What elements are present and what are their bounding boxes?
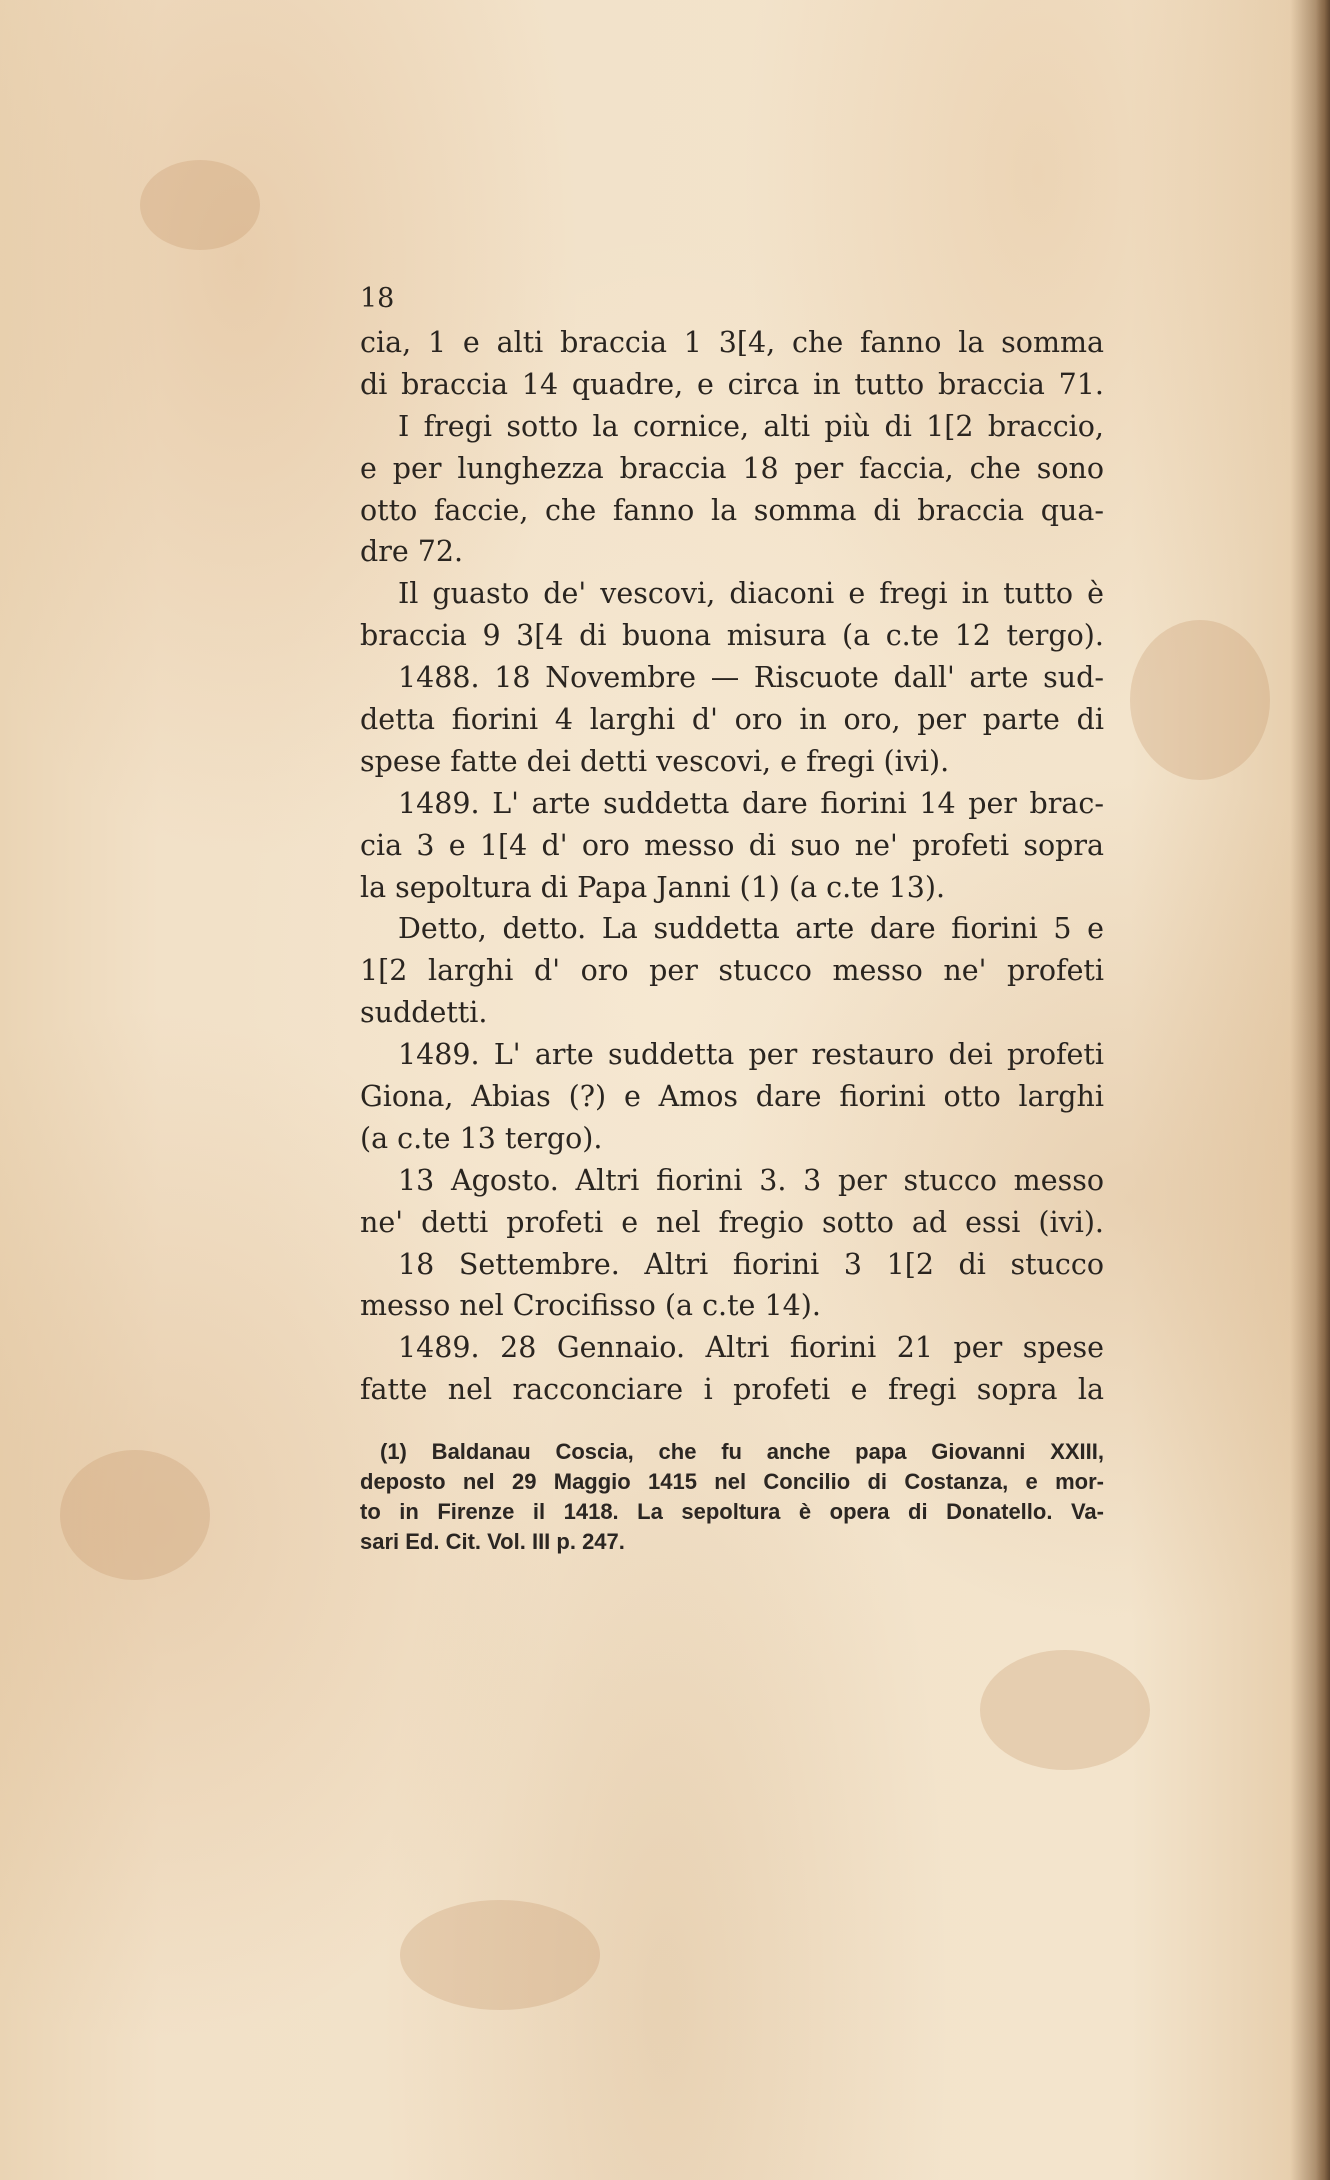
page-edge — [1316, 0, 1330, 2180]
body-line: fatte nel racconciare i profeti e fregi sopra la — [360, 1373, 1104, 1407]
body-line: ne' detti profeti e nel fregio sotto ad essi (ivi). — [360, 1205, 1104, 1239]
body-line: 1489. L' arte suddetta per restauro dei profeti — [398, 1038, 1104, 1072]
paper-stain — [60, 1450, 210, 1580]
body-line: 1489. L' arte suddetta dare fiorini 14 per brac- — [398, 786, 1104, 820]
body-line: Detto, detto. La suddetta arte dare fiorini 5 e — [398, 912, 1104, 946]
body-line: 18 Settembre. Altri fiorini 3 1[2 di stucco — [398, 1247, 1104, 1281]
paper-stain — [1130, 620, 1270, 780]
footnote-separator — [360, 1411, 1104, 1437]
body-line: detta fiorini 4 larghi d' oro in oro, per parte di — [360, 703, 1104, 737]
body-line: cia 3 e 1[4 d' oro messo di suo ne' profeti sopra — [360, 828, 1104, 862]
paper-stain — [400, 1900, 600, 2010]
body-line: 1488. 18 Novembre — Riscuote dall' arte sud- — [398, 661, 1104, 695]
body-line: la sepoltura di Papa Janni (1) (a c.te 13). — [360, 870, 946, 904]
body-line: spese fatte dei detti vescovi, e fregi (ivi). — [360, 744, 950, 778]
body-line: otto faccie, che fanno la somma di braccia qua- — [360, 493, 1104, 527]
body-line: 1489. 28 Gennaio. Altri fiorini 21 per spese — [398, 1331, 1104, 1365]
body-line: Giona, Abias (?) e Amos dare fiorini otto larghi — [360, 1080, 1104, 1114]
body-line: e per lunghezza braccia 18 per faccia, che sono — [360, 451, 1104, 485]
footnote-line: sari Ed. Cit. Vol. III p. 247. — [360, 1529, 625, 1555]
footnote-line: to in Firenze il 1418. La sepoltura è opera di Donatello. Va- — [360, 1499, 1104, 1525]
body-line: 1[2 larghi d' oro per stucco messo ne' profeti — [360, 954, 1104, 988]
paper-stain — [980, 1650, 1150, 1770]
footnote-line: (1) Baldanau Coscia, che fu anche papa Giovanni XXIII, — [380, 1439, 1104, 1465]
body-line: (a c.te 13 tergo). — [360, 1121, 603, 1155]
page-text-block — [360, 282, 1104, 1557]
page-number: 18 — [360, 283, 395, 314]
body-line: di braccia 14 quadre, e circa in tutto braccia 71. — [360, 367, 1104, 401]
paper-stain — [140, 160, 260, 250]
body-line: dre 72. — [360, 535, 464, 569]
body-line: 13 Agosto. Altri fiorini 3. 3 per stucco messo — [398, 1163, 1104, 1197]
footnote-line: deposto nel 29 Maggio 1415 nel Concilio di Costanza, e mor- — [360, 1469, 1104, 1495]
body-line: cia, 1 e alti braccia 1 3[4, che fanno la somma — [360, 326, 1104, 359]
body-line: suddetti. — [360, 996, 488, 1030]
body-line: Il guasto de' vescovi, diaconi e fregi in tutto è — [398, 577, 1104, 611]
body-line: messo nel Crocifisso (a c.te 14). — [360, 1289, 821, 1323]
body-line: I fregi sotto la cornice, alti più di 1[2 braccio, — [398, 409, 1104, 443]
body-line: braccia 9 3[4 di buona misura (a c.te 12 tergo). — [360, 619, 1104, 653]
